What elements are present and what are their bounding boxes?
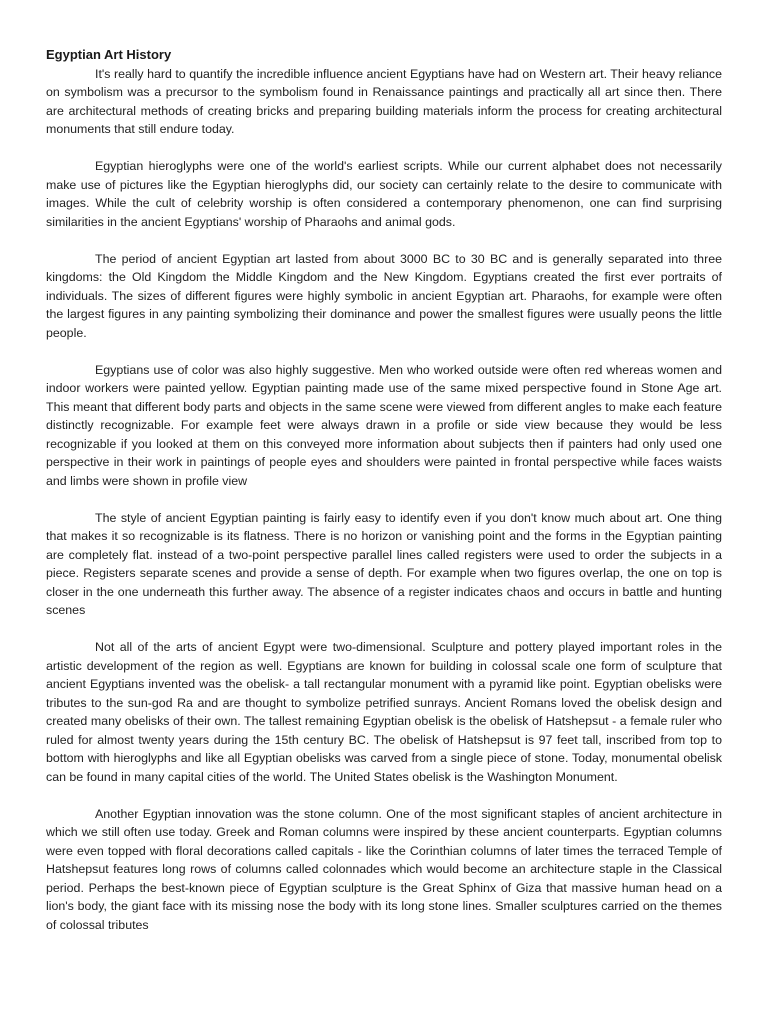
paragraph: Not all of the arts of ancient Egypt were two-dimensional. Sculpture and pottery played important roles in the artistic development of the region as well. Egyptians are known for building in colossal scale one form of sculpture that ancient Egyptians invented was the obelisk- a tall rectangular monument with a pyramid like point. Egyptian obelisks were tributes to the sun-god Ra and are thought to symbolize petrified sunrays. Ancient Romans loved the obelisk design and created many obelisks of their own. The tallest remaining Egyptian obelisk is the obelisk of Hatshepsut - a female ruler who ruled for almost twenty years during the 15th century BC. The obelisk of Hatshepsut is 97 feet tall, inscribed from top to bottom with hieroglyphs and like all Egyptian obelisks was carved from a single piece of stone. Today, monumental obelisk can be found in many capital cities of the world. The United States obelisk is the Washington Monument. (46, 640, 722, 784)
paragraph: Another Egyptian innovation was the stone column. One of the most significant staples of ancient architecture in which we still often use today. Greek and Roman columns were inspired by these ancient counterparts. Egyptian columns were even topped with floral decorations called capitals - like the Corinthian columns of later times the terraced Temple of Hatshepsut features long rows of columns called colonnades which would become an architecture staple in the Classical period. Perhaps the best-known piece of Egyptian sculpture is the Great Sphinx of Giza that massive human head on a lion's body, the giant face with its missing nose the body with its long stone lines. Smaller sculptures carried on the themes of colossal tributes (46, 806, 722, 932)
paragraph: Egyptian hieroglyphs were one of the world's earliest scripts. While our current alphabet does not necessarily make use of pictures like the Egyptian hieroglyphs did, our society can certainly relate to the desire to communicate with images. While the cult of celebrity worship is often considered a contemporary phenomenon, one can find surprising similarities in the ancient Egyptians' worship of Pharaohs and animal gods. (46, 159, 722, 229)
paragraph: Egyptians use of color was also highly suggestive. Men who worked outside were often red whereas women and indoor workers were painted yellow. Egyptian painting made use of the same mixed perspective found in Stone Age art. This meant that different body parts and objects in the same scene were viewed from different angles to make each feature distinctly recognizable. For example feet were always drawn in a profile or side view because they would be less recognizable if you looked at them on this conveyed more information about subjects then if painters had only used one perspective in their work in paintings of people eyes and shoulders were painted in frontal perspective while faces waists and limbs were shown in profile view (46, 362, 722, 488)
paragraph: The style of ancient Egyptian painting is fairly easy to identify even if you don't know much about art. One thing that makes it so recognizable is its flatness. There is no horizon or vanishing point and the forms in the Egyptian painting are completely flat. instead of a two-point perspective parallel lines called registers were used to order the subjects in a piece. Registers separate scenes and provide a sense of depth. For example when two figures overlap, the one on top is closer in the one underneath this further away. The absence of a register indicates chaos and occurs in battle and hunting scenes (46, 510, 722, 617)
paragraph: It's really hard to quantify the incredible influence ancient Egyptians have had on Western art. Their heavy reliance on symbolism was a precursor to the symbolism found in Renaissance paintings and practically all art since then. There are architectural methods of creating bricks and preparing building materials inform the process for creating architectural monuments that still endure today. (46, 66, 722, 136)
document-page (46, 46, 722, 1014)
paragraph: The period of ancient Egyptian art lasted from about 3000 BC to 30 BC and is generally separated into three kingdoms: the Old Kingdom the Middle Kingdom and the New Kingdom. Egyptians created the first ever portraits of individuals. The sizes of different figures were highly symbolic in ancient Egyptian art. Pharaohs, for example were often the largest figures in any painting symbolizing their dominance and power the smallest figures were usually peons the little people. (46, 251, 722, 340)
document-title: Egyptian Art History (46, 47, 172, 62)
